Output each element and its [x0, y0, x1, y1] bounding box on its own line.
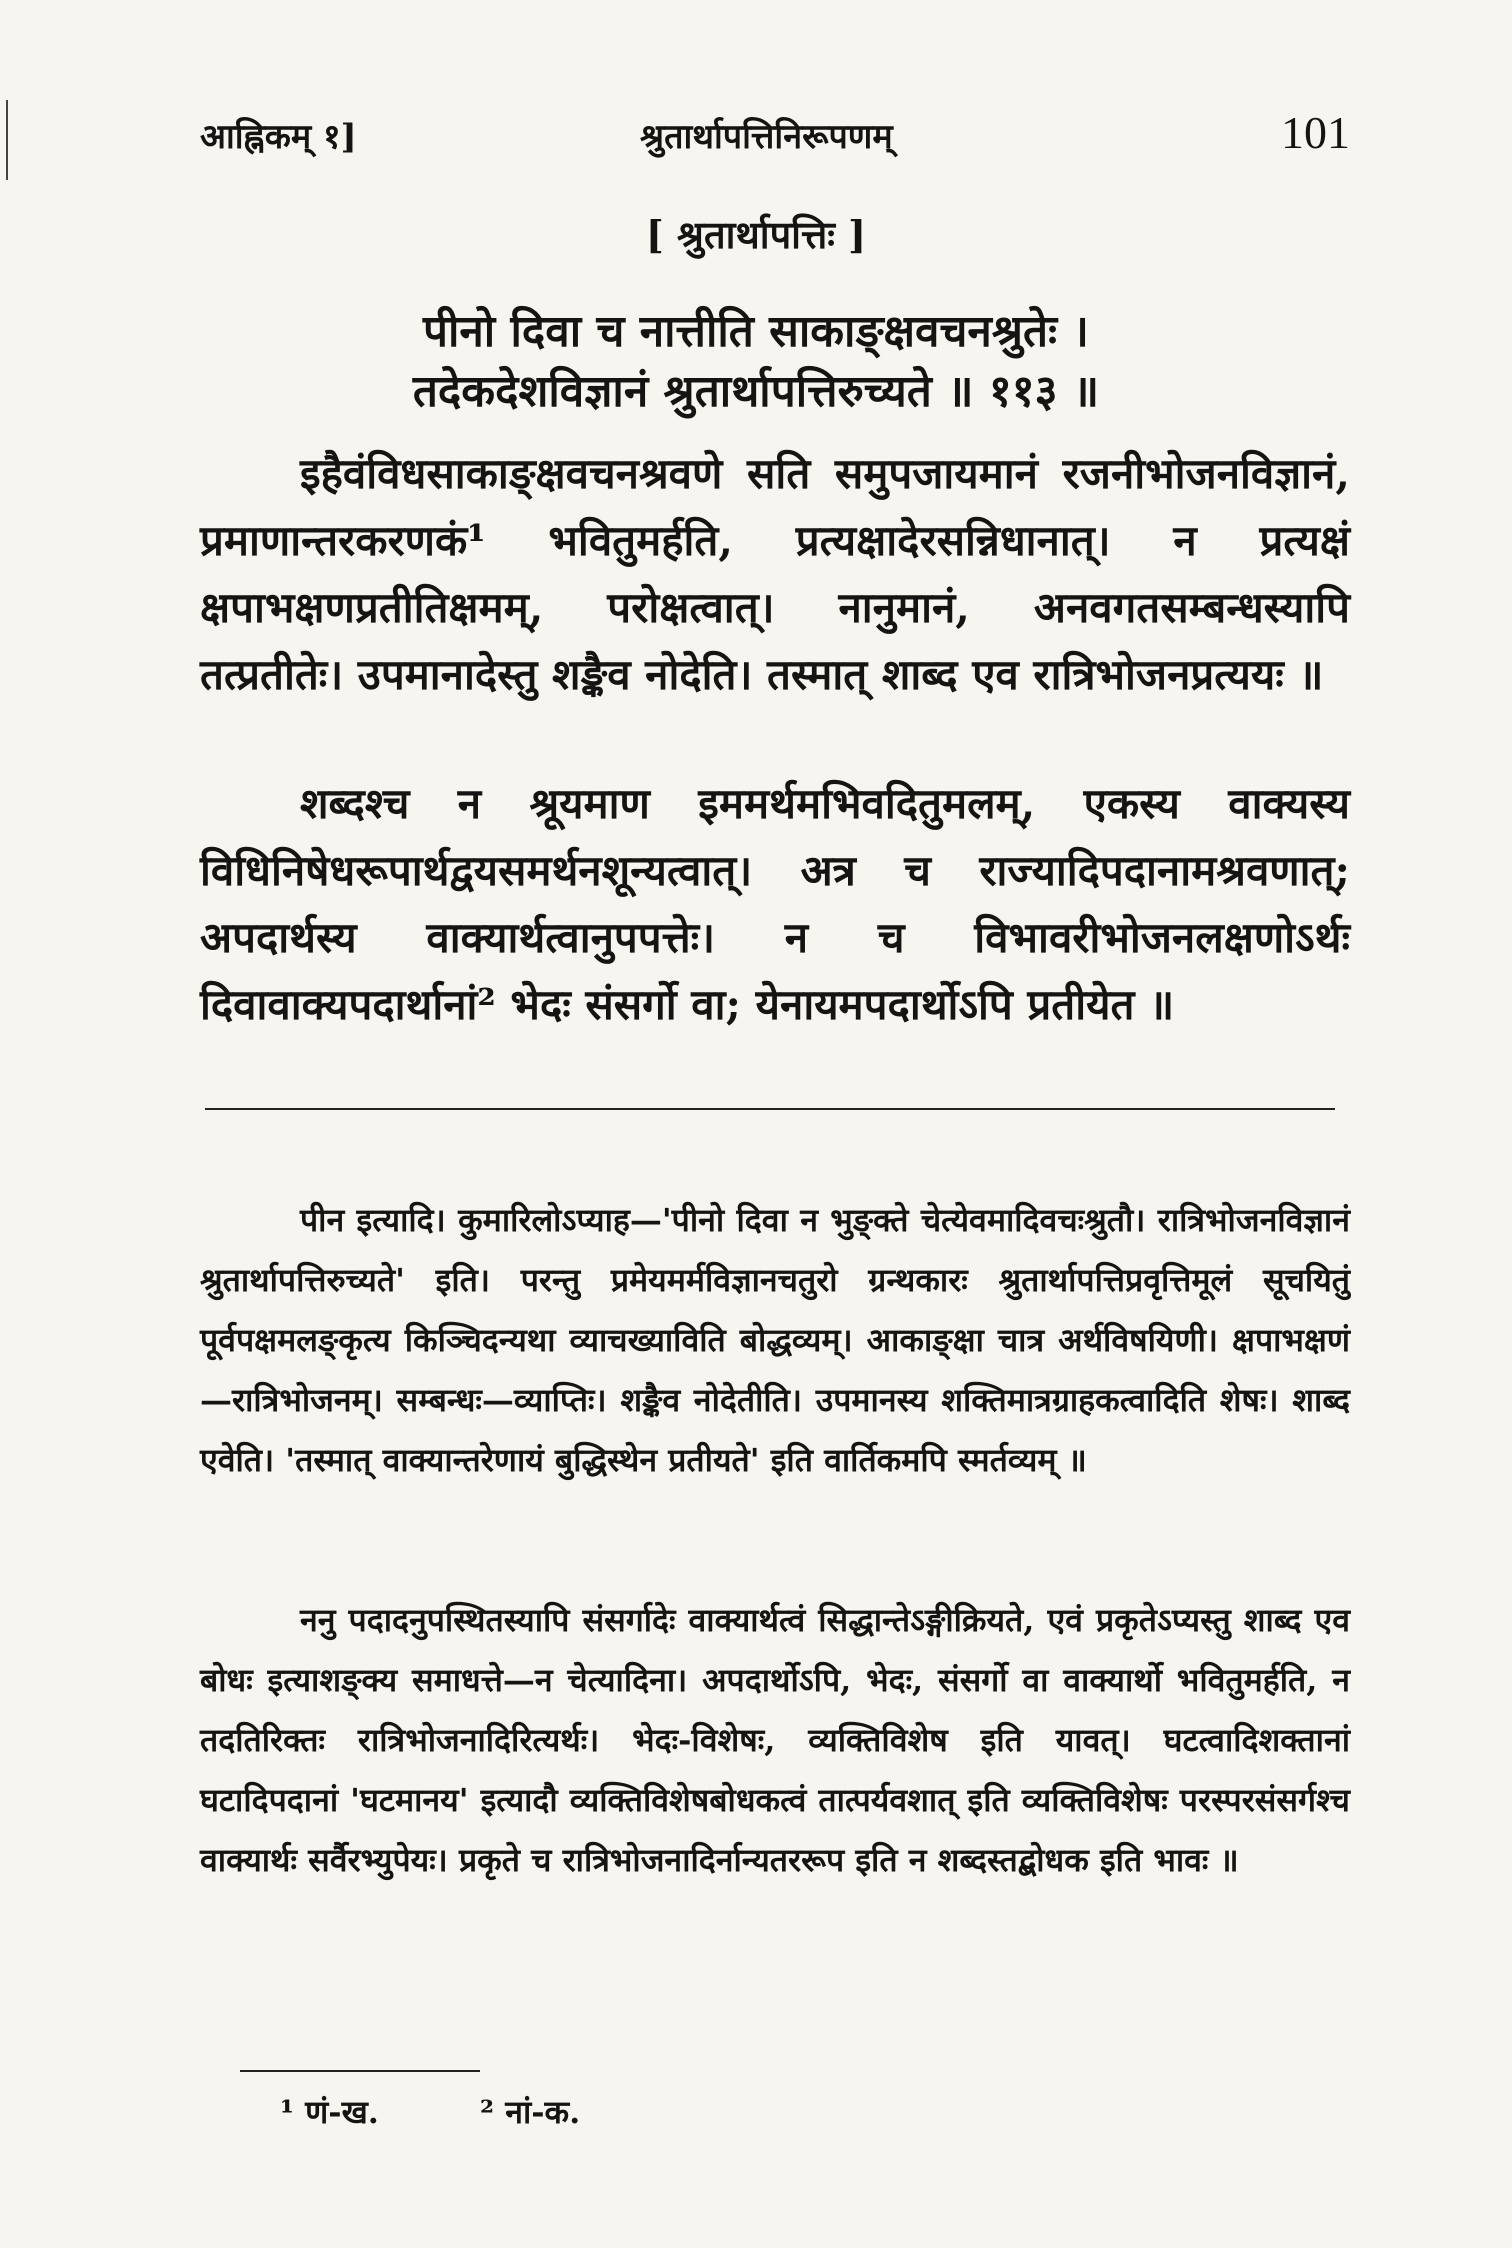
footnotes — [280, 2090, 670, 2133]
main-paragraph-1 — [200, 440, 1350, 708]
footnote-divider — [240, 2070, 480, 2072]
chapter-label: आह्निकम् १] — [200, 117, 357, 157]
verse-line-2: तदेकदेशविज्ञानं श्रुतार्थापत्तिरुच्यते ॥ ११३ ॥ — [412, 366, 1100, 417]
commentary-paragraph-2 — [200, 1590, 1350, 1890]
left-margin-mark — [6, 100, 8, 180]
running-title: श्रुतार्थापत्तिनिरूपणम् — [640, 117, 893, 157]
commentary-paragraph-1-text: पीन इत्यादि। कुमारिलोऽप्याह—'पीनो दिवा न भुङ्क्ते चेत्येवमादिवचःश्रुतौ। रात्रिभोजनविज्ञानं श्रुतार्थापत्तिरुच्यते' इति। परन्तु प्रमेयमर्मविज्ञानचतुरो ग्रन्थकारः श्रुतार्थापत्तिप्रवृत्तिमूलं सूचयितुं पूर्वपक्षमलङ्कृत्य किञ्चिदन्यथा व्याचख्याविति बोद्धव्यम्। आकाङ्क्षा चात्र अर्थविषयिणी। क्षपाभक्षणं—रात्रिभोजनम्। सम्बन्धः—व्याप्तिः। शङ्कैव नोदेतीति। उपमानस्य शक्तिमात्रग्राहकत्वादिति शेषः। शाब्द एवेति। 'तस्मात् वाक्यान्तरेणायं बुद्धिस्थेन प्रतीयते' इति वार्तिकमपि स्मर्तव्यम् ॥ — [200, 1201, 1350, 1479]
footnote-1: ¹ णं-ख. — [280, 2093, 379, 2131]
commentary-paragraph-2-text: ननु पदादनुपस्थितस्यापि संसर्गादेः वाक्यार्थत्वं सिद्धान्तेऽङ्गीक्रियते, एवं प्रकृतेऽप्यस्तु शाब्द एव बोधः इत्याशङ्क्य समाधत्ते—न चेत्यादिना। अपदार्थोऽपि, भेदः, संसर्गो वा वाक्यार्थो भवितुमर्हति, न तदतिरिक्तः रात्रिभोजनादिरित्यर्थः। भेदः-विशेषः, व्यक्तिविशेष इति यावत्। घटत्वादिशक्तानां घटादिपदानां 'घटमानय' इत्यादौ व्यक्तिविशेषबोधकत्वं तात्पर्यवशात् इति व्यक्तिविशेषः परस्परसंसर्गश्च वाक्यार्थः सर्वैरभ्युपेयः। प्रकृते च रात्रिभोजनादिर्नान्यतररूप इति न शब्दस्तद्बोधक इति भावः ॥ — [200, 1601, 1350, 1879]
main-paragraph-1-text: इहैवंविधसाकाङ्क्षवचनश्रवणे सति समुपजायमानं रजनीभोजनविज्ञानं, प्रमाणान्तरकरणकं¹ भवितुमर्हति, प्रत्यक्षादेरसन्निधानात्। न प्रत्यक्षं क्षपाभक्षणप्रतीतिक्षमम्, परोक्षत्वात्। नानुमानं, अनवगतसम्बन्धस्यापि तत्प्रतीतेः। उपमानादेस्तु शङ्कैव नोदेति। तस्मात् शाब्द एव रात्रिभोजनप्रत्ययः ॥ — [200, 449, 1350, 699]
page-number: 101 — [1281, 107, 1350, 158]
section-title: [ श्रुतार्थापत्तिः ] — [645, 212, 867, 257]
verse-line-1: पीनो दिवा च नात्तीति साकाङ्क्षवचनश्रुतेः । — [423, 306, 1089, 357]
footnote-2: ² नां-क. — [480, 2093, 581, 2131]
main-paragraph-2-text: शब्दश्च न श्रूयमाण इममर्थमभिवदितुमलम्, एकस्य वाक्यस्य विधिनिषेधरूपार्थद्वयसमर्थनशून्यत्वात्। अत्र च राज्यादिपदानामश्रवणात्; अपदार्थस्य वाक्यार्थत्वानुपपत्तेः। न च विभावरीभोजनलक्षणोऽर्थः दिवावाक्यपदार्थानां² भेदः संसर्गो वा; येनायमपदार्थोऽपि प्रतीयेत ॥ — [200, 779, 1350, 1029]
main-paragraph-2 — [200, 770, 1350, 1038]
commentary-paragraph-1 — [200, 1190, 1350, 1490]
running-header — [200, 107, 1350, 172]
commentary-divider — [205, 1108, 1335, 1110]
